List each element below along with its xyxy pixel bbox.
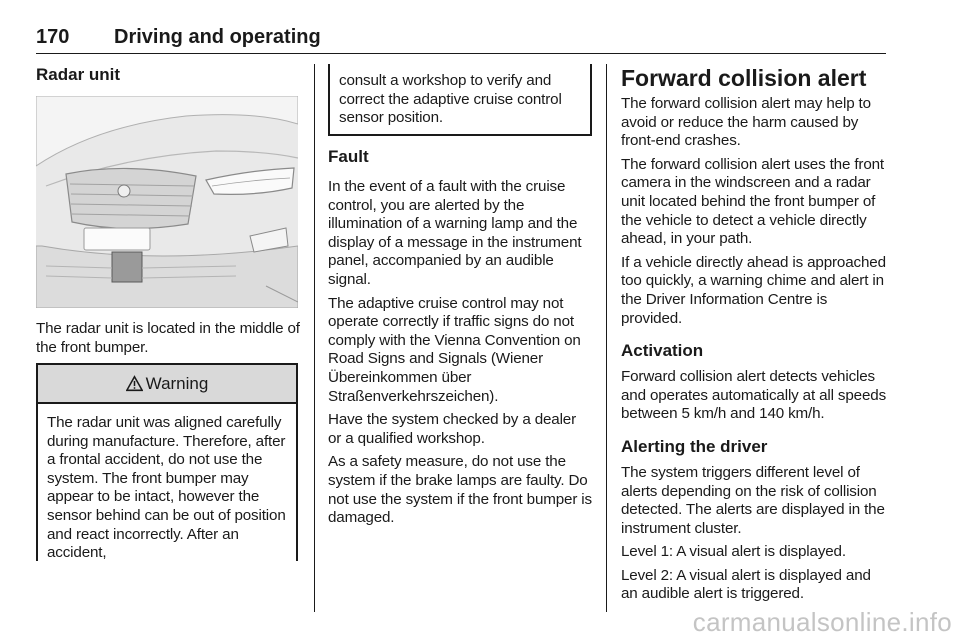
forward-collision-title: Forward collision alert: [621, 65, 867, 91]
alerting-title: Alerting the driver: [621, 436, 768, 456]
warning-body: [38, 404, 296, 563]
column-divider-1: [314, 64, 315, 612]
activation-text: Forward collision alert detects vehicles and operates automatically at all speeds between 5 km/h and 140 km/h.: [621, 368, 887, 423]
fca-intro-3: If a vehicle directly ahead is approached too quickly, a warning chime and alert in the Driver Information Centre is provided.: [621, 253, 886, 327]
fault-title: Fault: [328, 147, 369, 166]
fault-para-3: Have the system checked by a dealer or a qualified workshop.: [328, 411, 577, 447]
warning-continued-text: consult a workshop to verify and correct the adaptive cruise control sensor position.: [339, 72, 562, 127]
alerting-para-2: Level 1: A visual alert is displayed.: [621, 543, 846, 561]
fca-intro-1: The forward collision alert may help to avoid or reduce the harm caused by front-end crashes.: [621, 95, 871, 150]
column-1: [36, 64, 300, 86]
column-divider-2: [606, 64, 607, 612]
fault-para-4: As a safety measure, do not use the system if the brake lamps are faulty. Do not use the system if the front bumper is damaged.: [328, 453, 592, 527]
car-front-illustration: [36, 96, 298, 308]
fca-intro-2: The forward collision alert uses the front camera in the windscreen and a radar unit located behind the front bumper of the vehicle to detect a vehicle directly ahead, in your path.: [621, 155, 884, 248]
warning-triangle-icon: [126, 375, 143, 392]
radar-caption-block: [36, 320, 300, 357]
warning-header: [38, 365, 296, 404]
fault-para-2: The adaptive cruise control may not operate correctly if traffic signs do not comply with the Vienna Convention on Road Signs and Signals (Wiener Übereinkommen über Straßenverkehrszeichen).: [328, 294, 581, 405]
warning-label: Warning: [145, 373, 209, 393]
warning-continued-box: [328, 64, 592, 136]
column-3: [621, 64, 886, 604]
section-heading: Driving and operating: [114, 26, 321, 48]
alerting-para-3: Level 2: A visual alert is displayed and an audible alert is triggered.: [621, 566, 871, 603]
alerting-para-1: The system triggers different level of alerts depending on the risk of collision detected. The alerts are displayed in the instrument cluster.: [621, 463, 885, 537]
activation-title: Activation: [621, 341, 704, 361]
radar-caption: The radar unit is located in the middle of the front bumper.: [36, 320, 300, 356]
radar-unit-title: Radar unit: [36, 65, 121, 84]
warning-text: The radar unit was aligned carefully during manufacture. Therefore, after a frontal accident, do not use the system. The front bumper may appear to be intact, however the sensor behind can be out of position and react incorrectly. After an accident,: [47, 414, 286, 562]
warning-box: [36, 363, 298, 561]
page-number: 170: [36, 26, 70, 48]
page-header: [36, 26, 886, 54]
column-2: [328, 146, 592, 528]
fault-para-1: In the event of a fault with the cruise control, you are alerted by the illumination of a warning lamp and the display of a message in the instrument panel, accompanied by an audible signal.: [328, 178, 582, 288]
watermark: carmanualsonline.info: [692, 607, 952, 637]
